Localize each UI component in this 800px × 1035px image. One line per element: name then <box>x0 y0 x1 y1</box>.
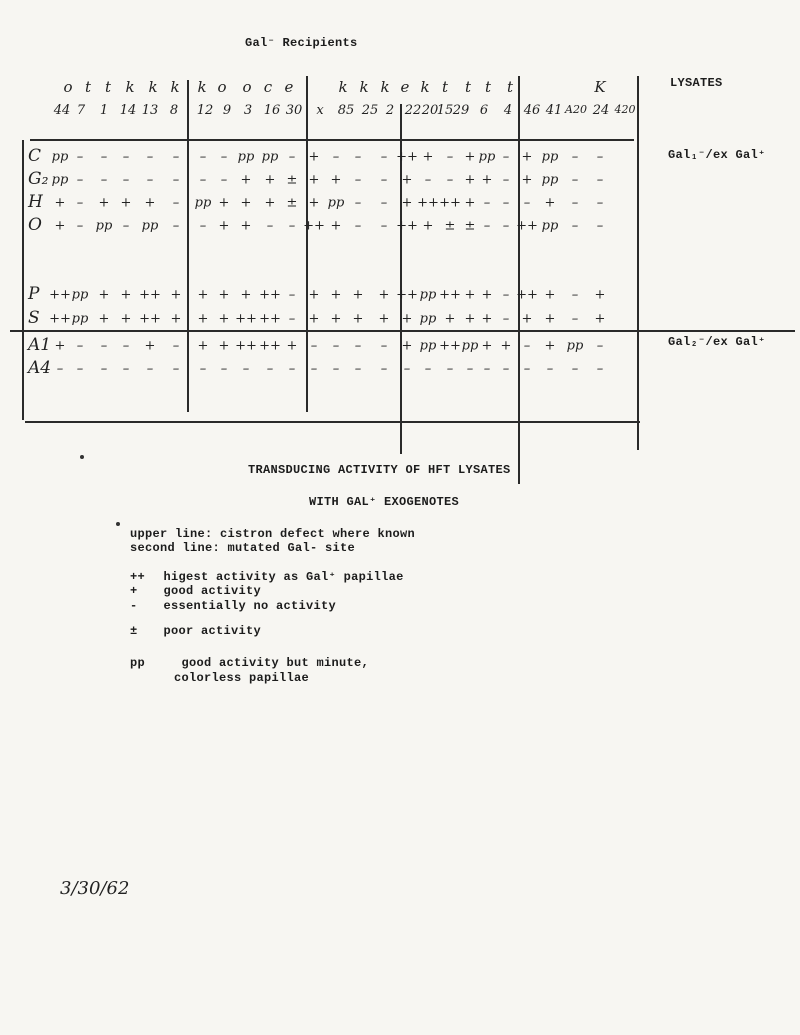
result-cell: pp <box>194 195 212 211</box>
result-cell: + <box>98 311 110 327</box>
legend-symbol: ++ <box>130 570 146 584</box>
result-cell: – <box>380 195 388 211</box>
result-cell: – <box>100 172 108 188</box>
site-label: 3 <box>243 103 253 118</box>
result-cell: + <box>54 218 66 234</box>
result-cell: – <box>76 218 84 234</box>
result-cell: + <box>308 311 320 327</box>
result-cell: – <box>424 361 432 377</box>
result-cell: – <box>310 361 318 377</box>
defect-label: k <box>170 78 180 96</box>
result-cell: – <box>403 361 411 377</box>
result-cell: + <box>444 311 456 327</box>
result-cell: – <box>122 361 130 377</box>
row-label: H <box>28 192 43 212</box>
row-label: C <box>28 146 42 166</box>
result-cell: ± <box>286 195 298 211</box>
result-cell: + <box>240 172 252 188</box>
result-cell: + <box>218 287 230 303</box>
result-cell: – <box>76 361 84 377</box>
result-cell: + <box>308 287 320 303</box>
result-cell: – <box>288 149 296 165</box>
result-cell: + <box>197 287 209 303</box>
result-cell: – <box>76 338 84 354</box>
legend-item <box>130 624 261 638</box>
legend-text: poor activity <box>163 624 262 638</box>
defect-label: t <box>484 78 492 96</box>
lysates-label: LYSATES <box>670 76 723 90</box>
result-cell: + <box>401 311 413 327</box>
result-cell: + <box>481 287 493 303</box>
result-cell: + <box>521 149 533 165</box>
site-label: 20 <box>421 103 439 118</box>
result-cell: + <box>218 218 230 234</box>
site-label: 8 <box>169 103 179 118</box>
result-cell: – <box>446 149 454 165</box>
defect-label: o <box>242 78 252 96</box>
site-label: 15 <box>436 103 454 118</box>
defect-label: k <box>338 78 348 96</box>
legend-text: good activity <box>163 584 262 598</box>
result-cell: + <box>544 287 556 303</box>
legend-text: higest activity as Gal⁺ papillae <box>163 570 404 584</box>
result-cell: – <box>523 361 531 377</box>
result-cell: – <box>266 361 274 377</box>
result-cell: pp <box>71 287 89 303</box>
defect-label: t <box>84 78 92 96</box>
result-cell: – <box>380 338 388 354</box>
legend-item <box>130 599 336 613</box>
result-cell: + <box>218 338 230 354</box>
result-cell: + <box>401 195 413 211</box>
result-cell: – <box>242 361 250 377</box>
result-cell: + <box>544 338 556 354</box>
site-label: 29 <box>452 103 470 118</box>
result-cell: + <box>98 195 110 211</box>
result-cell: – <box>483 361 491 377</box>
table-bottom-rule <box>25 421 640 423</box>
defect-label: c <box>263 78 273 96</box>
result-cell: – <box>596 172 604 188</box>
result-cell: ++ <box>49 287 71 303</box>
result-cell: pp <box>541 149 559 165</box>
row-label: O <box>28 215 42 235</box>
result-cell: + <box>170 287 182 303</box>
row-label: P <box>28 284 40 304</box>
result-cell: + <box>286 338 298 354</box>
defect-label: o <box>217 78 227 96</box>
result-cell: + <box>594 287 606 303</box>
table-top-rule <box>30 139 634 141</box>
result-cell: – <box>502 218 510 234</box>
row-label-divider <box>22 140 24 420</box>
result-cell: + <box>54 338 66 354</box>
result-cell: – <box>288 311 296 327</box>
group2-label: Gal₂⁻/ex Gal⁺ <box>668 335 766 349</box>
site-label: 6 <box>479 103 489 118</box>
result-cell: ++ <box>259 311 281 327</box>
column-divider-5 <box>637 76 639 450</box>
defect-label: e <box>284 78 294 96</box>
defect-label: t <box>104 78 112 96</box>
site-label: 4 <box>503 103 513 118</box>
result-cell: + <box>170 311 182 327</box>
defect-label: o <box>63 78 73 96</box>
legend-text-continued: colorless papillae <box>174 671 310 685</box>
result-cell: – <box>199 361 207 377</box>
result-cell: ++ <box>235 338 257 354</box>
result-cell: – <box>172 172 180 188</box>
result-cell: + <box>352 287 364 303</box>
result-cell: pp <box>237 149 255 165</box>
result-cell: – <box>220 361 228 377</box>
result-cell: + <box>330 311 342 327</box>
result-cell: ++ <box>235 311 257 327</box>
result-cell: + <box>464 149 476 165</box>
result-cell: – <box>424 172 432 188</box>
result-cell: + <box>464 287 476 303</box>
result-cell: pp <box>419 287 437 303</box>
result-cell: – <box>76 149 84 165</box>
legend-text: good activity but minute, <box>181 656 370 670</box>
defect-label: k <box>148 78 158 96</box>
result-cell: – <box>446 361 454 377</box>
result-cell: – <box>76 172 84 188</box>
result-cell: + <box>544 311 556 327</box>
result-cell: – <box>523 195 531 211</box>
result-cell: – <box>199 218 207 234</box>
result-cell: ++ <box>259 338 281 354</box>
result-cell: pp <box>541 172 559 188</box>
site-label: 420 <box>614 103 636 116</box>
result-cell: + <box>422 149 434 165</box>
result-cell: + <box>378 311 390 327</box>
site-label: 41 <box>545 103 563 118</box>
row-label: S <box>28 308 40 328</box>
result-cell: – <box>146 172 154 188</box>
result-cell: – <box>199 149 207 165</box>
result-cell: + <box>144 195 156 211</box>
result-cell: ± <box>286 172 298 188</box>
result-cell: – <box>199 172 207 188</box>
result-cell: pp <box>261 149 279 165</box>
result-cell: – <box>172 361 180 377</box>
result-cell: + <box>120 195 132 211</box>
result-cell: – <box>380 149 388 165</box>
defect-label: k <box>197 78 207 96</box>
result-cell: – <box>571 195 579 211</box>
result-cell: ++ <box>417 195 439 211</box>
result-cell: – <box>172 218 180 234</box>
result-cell: + <box>481 338 493 354</box>
result-cell: – <box>332 361 340 377</box>
result-cell: – <box>354 361 362 377</box>
defect-label: k <box>420 78 430 96</box>
result-cell: – <box>354 195 362 211</box>
result-cell: – <box>502 361 510 377</box>
result-cell: – <box>332 338 340 354</box>
result-cell: – <box>380 172 388 188</box>
result-cell: – <box>354 338 362 354</box>
result-cell: – <box>380 361 388 377</box>
result-cell: + <box>54 195 66 211</box>
result-cell: – <box>220 149 228 165</box>
result-cell: – <box>146 149 154 165</box>
result-cell: – <box>310 338 318 354</box>
result-cell: ++ <box>396 218 418 234</box>
defect-label: t <box>441 78 449 96</box>
result-cell: ++ <box>516 287 538 303</box>
result-cell: + <box>240 287 252 303</box>
site-label: 7 <box>76 103 86 118</box>
legend-item <box>130 584 261 598</box>
site-label: x <box>316 103 324 118</box>
result-cell: pp <box>566 338 584 354</box>
site-label: 22 <box>404 103 422 118</box>
result-cell: + <box>240 195 252 211</box>
result-cell: – <box>146 361 154 377</box>
result-cell: – <box>100 149 108 165</box>
result-cell: + <box>330 218 342 234</box>
result-cell: pp <box>419 311 437 327</box>
result-cell: – <box>502 149 510 165</box>
result-cell: pp <box>51 149 69 165</box>
result-cell: – <box>100 361 108 377</box>
result-cell: pp <box>141 218 159 234</box>
result-cell: ++ <box>303 218 325 234</box>
result-cell: – <box>332 149 340 165</box>
site-label: 13 <box>141 103 159 118</box>
result-cell: ++ <box>139 311 161 327</box>
result-cell: + <box>308 149 320 165</box>
result-cell: ++ <box>139 287 161 303</box>
result-cell: + <box>481 172 493 188</box>
result-cell: – <box>354 218 362 234</box>
site-label: 1 <box>99 103 109 118</box>
result-cell: pp <box>419 338 437 354</box>
result-cell: ++ <box>259 287 281 303</box>
defect-label: k <box>125 78 135 96</box>
result-cell: – <box>380 218 388 234</box>
result-cell: + <box>144 338 156 354</box>
result-cell: – <box>596 195 604 211</box>
site-label: 24 <box>592 103 610 118</box>
result-cell: – <box>288 218 296 234</box>
result-cell: – <box>172 338 180 354</box>
stray-mark-dot <box>116 522 120 526</box>
handwritten-date: 3/30/62 <box>60 878 130 899</box>
column-divider-2 <box>306 76 308 412</box>
result-cell: + <box>197 311 209 327</box>
result-cell: – <box>288 287 296 303</box>
result-cell: – <box>596 218 604 234</box>
site-label: 14 <box>119 103 137 118</box>
row-label: A4 <box>28 358 52 378</box>
result-cell: + <box>120 311 132 327</box>
result-cell: – <box>446 172 454 188</box>
result-cell: + <box>264 172 276 188</box>
site-label: 30 <box>285 103 303 118</box>
result-cell: – <box>502 311 510 327</box>
group-divider-rule <box>10 330 795 332</box>
result-cell: – <box>122 172 130 188</box>
result-cell: + <box>120 287 132 303</box>
legend-symbol: ± <box>130 624 138 638</box>
defect-label: K <box>594 78 606 96</box>
result-cell: ± <box>444 218 456 234</box>
result-cell: + <box>521 172 533 188</box>
defect-label: k <box>380 78 390 96</box>
result-cell: + <box>481 311 493 327</box>
result-cell: – <box>76 195 84 211</box>
result-cell: + <box>218 195 230 211</box>
result-cell: – <box>354 149 362 165</box>
result-cell: – <box>571 218 579 234</box>
result-cell: pp <box>95 218 113 234</box>
result-cell: – <box>571 149 579 165</box>
site-label: A20 <box>565 103 587 116</box>
group1-label: Gal₁⁻/ex Gal⁺ <box>668 148 766 162</box>
result-cell: – <box>466 361 474 377</box>
note-second-line: second line: mutated Gal- site <box>130 541 356 555</box>
result-cell: – <box>172 149 180 165</box>
result-cell: – <box>483 195 491 211</box>
note-upper-line: upper line: cistron defect where known <box>130 527 416 541</box>
result-cell: – <box>571 172 579 188</box>
result-cell: ++ <box>49 311 71 327</box>
result-cell: – <box>56 361 64 377</box>
result-cell: – <box>596 361 604 377</box>
result-cell: – <box>122 149 130 165</box>
result-cell: + <box>197 338 209 354</box>
site-label: 16 <box>263 103 281 118</box>
result-cell: + <box>98 287 110 303</box>
result-cell: + <box>264 195 276 211</box>
site-label: 46 <box>523 103 541 118</box>
site-label: 44 <box>53 103 71 118</box>
result-cell: – <box>122 218 130 234</box>
result-cell: – <box>266 218 274 234</box>
row-label: G₂ <box>28 169 49 189</box>
result-cell: + <box>330 172 342 188</box>
result-cell: – <box>523 338 531 354</box>
legend-item <box>130 656 369 670</box>
result-cell: – <box>571 287 579 303</box>
result-cell: + <box>308 172 320 188</box>
result-cell: – <box>502 172 510 188</box>
result-cell: – <box>596 338 604 354</box>
result-cell: + <box>378 287 390 303</box>
result-cell: – <box>122 338 130 354</box>
result-cell: + <box>330 287 342 303</box>
row-label: A1 <box>28 335 52 355</box>
column-divider-1 <box>187 80 189 412</box>
result-cell: + <box>308 195 320 211</box>
result-cell: – <box>571 361 579 377</box>
result-cell: – <box>100 338 108 354</box>
result-cell: + <box>240 218 252 234</box>
result-cell: – <box>354 172 362 188</box>
site-label: 2 <box>385 103 395 118</box>
site-label: 25 <box>361 103 379 118</box>
result-cell: + <box>218 311 230 327</box>
result-cell: + <box>544 195 556 211</box>
result-cell: + <box>401 338 413 354</box>
result-cell: ++ <box>396 149 418 165</box>
result-cell: + <box>401 172 413 188</box>
result-cell: pp <box>51 172 69 188</box>
result-cell: – <box>571 311 579 327</box>
result-cell: pp <box>461 338 479 354</box>
result-cell: + <box>464 195 476 211</box>
defect-label: k <box>359 78 369 96</box>
result-cell: – <box>546 361 554 377</box>
result-cell: + <box>422 218 434 234</box>
legend-item <box>130 569 404 584</box>
result-cell: – <box>288 361 296 377</box>
defect-label: t <box>464 78 472 96</box>
result-cell: + <box>521 311 533 327</box>
result-cell: ± <box>464 218 476 234</box>
result-cell: ++ <box>396 287 418 303</box>
result-cell: – <box>502 195 510 211</box>
result-cell: ++ <box>439 195 461 211</box>
legend-symbol: - <box>130 599 138 613</box>
result-cell: – <box>220 172 228 188</box>
defect-label: e <box>400 78 410 96</box>
main-heading: TRANSDUCING ACTIVITY OF HFT LYSATES <box>248 463 511 477</box>
site-label: 85 <box>337 103 355 118</box>
column-divider-4 <box>518 76 520 484</box>
result-cell: + <box>352 311 364 327</box>
result-cell: ++ <box>516 218 538 234</box>
page-title: Gal⁻ Recipients <box>245 36 358 50</box>
result-cell: pp <box>327 195 345 211</box>
result-cell: pp <box>71 311 89 327</box>
result-cell: + <box>594 311 606 327</box>
legend-symbol: + <box>130 584 138 598</box>
sub-heading: WITH GAL⁺ EXOGENOTES <box>309 495 460 509</box>
result-cell: ++ <box>439 287 461 303</box>
result-cell: – <box>502 287 510 303</box>
result-cell: – <box>596 149 604 165</box>
result-cell: pp <box>478 149 496 165</box>
site-label: 12 <box>196 103 214 118</box>
result-cell: – <box>483 218 491 234</box>
stray-mark-dot <box>80 455 84 459</box>
result-cell: + <box>464 311 476 327</box>
result-cell: + <box>500 338 512 354</box>
legend-text: essentially no activity <box>163 599 337 613</box>
result-cell: ++ <box>439 338 461 354</box>
legend-symbol: pp <box>130 656 146 670</box>
site-label: 9 <box>222 103 232 118</box>
result-cell: + <box>464 172 476 188</box>
result-cell: pp <box>541 218 559 234</box>
defect-label: t <box>506 78 514 96</box>
result-cell: – <box>172 195 180 211</box>
